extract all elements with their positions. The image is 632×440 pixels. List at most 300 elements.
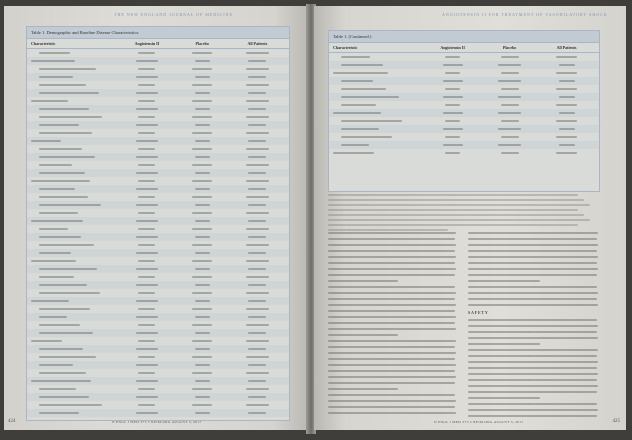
illegible-text [248,108,266,110]
row-value [230,260,285,262]
illegible-text [39,108,89,110]
row-value [481,96,538,98]
row-value [175,292,230,294]
row-label [31,92,119,94]
table-row [27,329,289,337]
row-label [31,356,119,358]
illegible-text [39,92,99,94]
row-label [31,372,119,374]
illegible-text [498,80,521,82]
illegible-text [443,144,463,146]
illegible-text [136,220,158,222]
body-text-column-1 [328,232,456,418]
row-label [31,132,119,134]
row-value [538,136,595,138]
illegible-text [559,128,575,130]
illegible-text [136,300,158,302]
illegible-text [138,228,155,230]
illegible-text [136,172,158,174]
table-row [27,129,289,137]
illegible-text [445,88,460,90]
row-value [175,284,230,286]
row-label [31,388,119,390]
illegible-text [138,68,155,70]
table-row [329,101,599,109]
table-row [27,289,289,297]
illegible-text [136,284,158,286]
row-value [119,332,174,334]
row-value [119,132,174,134]
illegible-text [246,324,269,326]
body-text-line [328,238,455,240]
row-label [31,76,119,78]
row-label [333,56,424,58]
table-row [27,193,289,201]
row-value [175,412,230,414]
illegible-text [39,196,88,198]
col-placebo: Placebo [195,41,209,46]
illegible-text [195,396,210,398]
row-value [119,164,174,166]
illegible-text [195,252,210,254]
illegible-text [136,76,158,78]
row-value [119,404,174,406]
illegible-text [192,68,212,70]
table-row [27,305,289,313]
illegible-text [195,60,210,62]
illegible-text [39,268,97,270]
footnote-line [328,229,448,231]
row-value [119,260,174,262]
illegible-text [39,348,83,350]
row-value [119,316,174,318]
illegible-text [39,236,81,238]
row-value [175,356,230,358]
table-row [27,321,289,329]
body-text-line [468,274,597,276]
row-value [119,156,174,158]
table-row [27,369,289,377]
table-row [329,53,599,61]
row-value [175,100,230,102]
illegible-text [31,420,84,421]
illegible-text [501,120,519,122]
table-row [329,117,599,125]
illegible-text [559,144,575,146]
row-value [481,56,538,58]
row-label [333,96,424,98]
illegible-text [246,116,269,118]
row-value [175,260,230,262]
illegible-text [246,164,269,166]
row-value [230,228,285,230]
illegible-text [136,156,158,158]
row-value [230,316,285,318]
illegible-text [248,76,266,78]
row-label [31,412,119,414]
body-text-line [468,262,597,264]
illegible-text [248,332,266,334]
row-value [119,308,174,310]
table-row [27,169,289,177]
row-value [230,100,285,102]
row-label [31,252,119,254]
row-value [230,164,285,166]
body-text-line [328,262,455,264]
row-value [538,56,595,58]
table-row [329,85,599,93]
illegible-text [39,332,93,334]
row-value [175,132,230,134]
illegible-text [248,188,266,190]
row-value [230,148,285,150]
row-value [175,188,230,190]
illegible-text [192,100,212,102]
row-value [230,364,285,366]
row-value [230,76,285,78]
row-value [175,388,230,390]
illegible-text [39,276,74,278]
illegible-text [136,140,158,142]
illegible-text [136,252,158,254]
row-value [424,144,481,146]
body-text-line [468,286,597,288]
illegible-text [248,156,266,158]
table-row [329,61,599,69]
row-label [31,300,119,302]
row-value [175,372,230,374]
illegible-text [138,180,155,182]
row-label [31,268,119,270]
row-label [31,204,119,206]
row-value [175,180,230,182]
footnote-line [328,224,578,226]
illegible-text [195,316,210,318]
body-text-line [328,334,398,336]
illegible-text [445,120,460,122]
illegible-text [39,284,87,286]
row-value [119,348,174,350]
row-value [175,212,230,214]
illegible-text [248,204,266,206]
body-text-line [328,250,455,252]
row-value [230,60,285,62]
illegible-text [192,180,212,182]
row-value [230,340,285,342]
illegible-text [195,236,210,238]
illegible-text [445,136,460,138]
illegible-text [192,52,212,54]
table-row [27,153,289,161]
illegible-text [39,84,86,86]
illegible-text [39,244,94,246]
illegible-text [39,76,73,78]
illegible-text [31,180,90,182]
row-value [175,332,230,334]
illegible-text [195,124,210,126]
illegible-text [31,60,75,62]
row-value [119,204,174,206]
row-label [31,244,119,246]
illegible-text [246,292,269,294]
body-text-line [328,268,456,270]
body-text-line [468,343,540,345]
illegible-text [195,92,210,94]
body-text-line [468,367,597,369]
row-value [538,104,595,106]
illegible-text [136,316,158,318]
row-label [31,140,119,142]
table-row [27,297,289,305]
illegible-text [192,244,212,246]
row-value [538,128,595,130]
row-label [31,68,119,70]
illegible-text [333,152,374,154]
table-row [27,377,289,385]
row-label [31,220,119,222]
row-value [481,88,538,90]
row-label [333,72,424,74]
body-text-line [468,331,597,333]
row-value [119,396,174,398]
illegible-text [192,324,212,326]
illegible-text [192,356,212,358]
table-row [27,49,289,57]
illegible-text [556,72,577,74]
row-value [175,172,230,174]
row-label [31,188,119,190]
body-text-line [328,286,455,288]
row-value [230,388,285,390]
row-value [481,112,538,114]
left-page [4,6,310,430]
table-1-title: Table 1. Demographic and Baseline Disease Characteristics. [27,27,289,39]
row-value [175,252,230,254]
table-row [329,109,599,117]
illegible-text [246,260,269,262]
row-value [230,172,285,174]
illegible-text [246,148,269,150]
illegible-text [498,128,521,130]
illegible-text [556,104,577,106]
row-label [31,84,119,86]
body-text-line [468,391,597,393]
illegible-text [341,128,379,130]
row-value [230,420,285,421]
illegible-text [556,120,577,122]
illegible-text [138,196,155,198]
table-1-continued-column-headers [329,43,599,53]
illegible-text [31,260,76,262]
illegible-text [136,396,158,398]
illegible-text [246,340,269,342]
table-row [27,233,289,241]
row-value [481,80,538,82]
row-value [175,244,230,246]
illegible-text [138,52,155,54]
row-value [230,324,285,326]
row-label [31,164,119,166]
body-text-line [328,376,456,378]
illegible-text [195,364,210,366]
row-value [119,412,174,414]
right-running-head: ANGIOTENSIN II FOR TREATMENT OF VASODILATORY SHOCK [442,12,608,17]
row-label [333,112,424,114]
illegible-text [248,412,266,414]
illegible-text [246,276,269,278]
row-label [333,144,424,146]
row-value [538,80,595,82]
table-row [27,65,289,73]
illegible-text [246,52,269,54]
row-value [424,120,481,122]
body-text-line [468,385,598,387]
illegible-text [138,100,155,102]
row-label [333,88,424,90]
illegible-text [248,220,266,222]
illegible-text [136,204,158,206]
left-footer: N ENGL J MED 377;5 NEJM.ORG AUGUST 3, 2017 [112,420,202,424]
section-heading-safety: SAFETY [468,309,489,315]
row-label [31,396,119,398]
row-value [119,124,174,126]
row-value [175,164,230,166]
illegible-text [136,108,158,110]
row-value [230,348,285,350]
illegible-text [138,116,155,118]
body-text-line [328,298,455,300]
row-value [119,76,174,78]
footnote-line [328,219,590,221]
illegible-text [136,412,158,414]
table-row [27,249,289,257]
illegible-text [192,228,212,230]
row-label [31,420,119,421]
illegible-text [136,236,158,238]
table-row [27,97,289,105]
illegible-text [246,212,269,214]
row-value [538,88,595,90]
row-value [175,404,230,406]
body-text-line [328,400,456,402]
row-value [175,60,230,62]
body-text-line [328,274,455,276]
illegible-text [195,220,210,222]
illegible-text [248,252,266,254]
footnote-line [328,194,578,196]
row-value [175,148,230,150]
illegible-text [556,136,577,138]
illegible-text [248,284,266,286]
row-value [481,72,538,74]
illegible-text [31,340,62,342]
illegible-text [246,68,269,70]
table-row [329,141,599,149]
illegible-text [248,380,266,382]
illegible-text [138,276,155,278]
body-text-line [468,319,597,321]
illegible-text [246,372,269,374]
illegible-text [559,112,575,114]
illegible-text [138,308,155,310]
row-label [31,156,119,158]
illegible-text [138,388,155,390]
row-value [119,340,174,342]
table-1-continued-body [329,53,599,157]
illegible-text [195,300,210,302]
row-value [175,316,230,318]
illegible-text [39,132,92,134]
illegible-text [39,156,95,158]
row-value [119,388,174,390]
row-value [230,212,285,214]
illegible-text [138,324,155,326]
illegible-text [192,404,212,406]
illegible-text [136,364,158,366]
illegible-text [246,100,269,102]
illegible-text [248,300,266,302]
row-value [119,196,174,198]
row-value [230,84,285,86]
table-row [27,361,289,369]
illegible-text [445,72,460,74]
row-value [424,88,481,90]
illegible-text [341,136,392,138]
row-label [31,292,119,294]
body-text-line [328,256,456,258]
illegible-text [498,64,521,66]
row-value [424,104,481,106]
table-row [329,149,599,157]
table-row [27,73,289,81]
illegible-text [248,364,266,366]
body-text-line [328,382,455,384]
illegible-text [501,56,519,58]
body-text-line [468,397,540,399]
footnote-line [328,209,578,211]
illegible-text [501,72,519,74]
row-value [424,72,481,74]
illegible-text [445,104,460,106]
illegible-text [39,148,82,150]
body-text-line [468,280,540,282]
row-value [230,180,285,182]
illegible-text [248,92,266,94]
row-value [119,180,174,182]
row-label [333,152,424,154]
row-value [175,204,230,206]
illegible-text [341,88,386,90]
row-value [119,300,174,302]
row-value [424,152,481,154]
row-label [333,128,424,130]
illegible-text [39,292,100,294]
illegible-text [498,96,521,98]
illegible-text [248,140,266,142]
row-value [119,60,174,62]
illegible-text [39,188,75,190]
illegible-text [39,308,90,310]
row-value [119,100,174,102]
illegible-text [248,316,266,318]
table-row [329,69,599,77]
body-text-line [328,388,398,390]
table-row [27,337,289,345]
row-value [230,308,285,310]
table-row [27,57,289,65]
col-characteristic: Characteristic [333,45,358,50]
illegible-text [246,180,269,182]
